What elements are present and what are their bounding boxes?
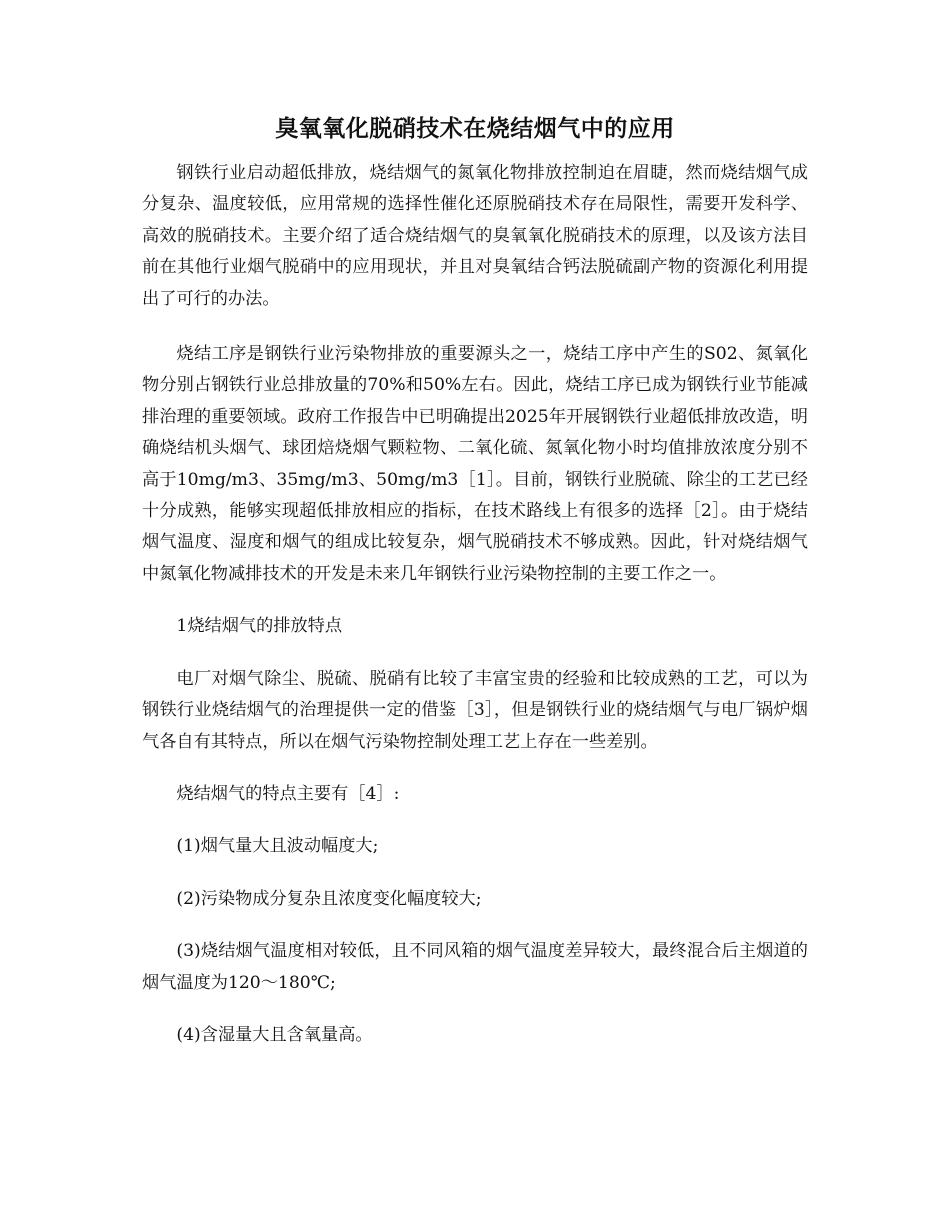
feature-item: (3)烧结烟气温度相对较低，且不同风箱的烟气温度差异较大，最终混合后主烟道的烟气温度为120～180℃; [142,941,808,993]
feature-item: (1)烟气量大且波动幅度大; [176,836,379,857]
abstract-paragraph: 钢铁行业启动超低排放，烧结烟气的氮氧化物排放控制迫在眉睫，然而烧结烟气成分复杂、温度较低，应用常规的选择性催化还原脱硝技术存在局限性，需要开发科学、高效的脱硝技术。主要介绍了适合烧结烟气的臭氧氧化脱硝技术的原理，以及该方法目前在其他行业烟气脱硝中的应用现状，并且对臭氧结合钙法脱硫副产物的资源化利用提出了可行的办法。 [142,163,808,309]
intro-paragraph: 烧结工序是钢铁行业污染物排放的重要源头之一，烧结工序中产生的S02、氮氧化物分别占钢铁行业总排放量的70%和50%左右。因此，烧结工序已成为钢铁行业节能减排治理的重要领域。政府工作报告中已明确提出2025年开展钢铁行业超低排放改造，明确烧结机头烟气、球团焙烧烟气颗粒物、二氧化硫、氮氧化物小时均值排放浓度分别不高于10mg/m3、35mg/m3、50mg/m3［1］。目前，钢铁行业脱硫、除尘的工艺已经十分成熟，能够实现超低排放相应的指标，在技术路线上有很多的选择［2］。由于烧结烟气温度、湿度和烟气的组成比较复杂，烟气脱硝技术不够成熟。因此，针对烧结烟气中氮氧化物减排技术的开发是未来几年钢铁行业污染物控制的主要工作之一。 [142,344,808,584]
feature-item: (4)含湿量大且含氧量高。 [176,1024,373,1045]
features-intro-paragraph: 烧结烟气的特点主要有［4］: [176,783,400,804]
document-title: 臭氧氧化脱硝技术在烧结烟气中的应用 [275,115,675,142]
feature-item: (2)污染物成分复杂且浓度变化幅度较大; [176,888,482,909]
body-paragraph: 电厂对烟气除尘、脱硫、脱硝有比较了丰富宝贵的经验和比较成熟的工艺，可以为钢铁行业烧结烟气的治理提供一定的借鉴［3］，但是钢铁行业的烧结烟气与电厂锅炉烟气各自有其特点，所以在烟气污染物控制处理工艺上存在一些差别。 [142,668,808,752]
section-heading: 1烧结烟气的排放特点 [176,616,343,637]
